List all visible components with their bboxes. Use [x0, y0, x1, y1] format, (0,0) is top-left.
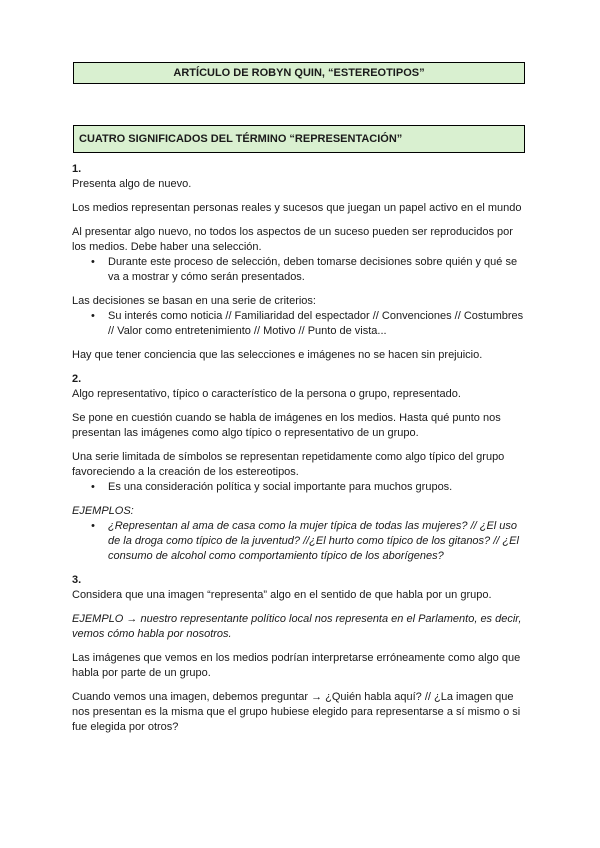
paragraph: Considera que una imagen “representa” algo en el sentido de que habla por un grupo.	[72, 589, 492, 601]
article-title: ARTÍCULO DE ROBYN QUIN, “ESTEREOTIPOS”	[73, 62, 525, 84]
paragraph: Los medios representan personas reales y sucesos que juegan un papel activo en el mundo	[72, 202, 522, 214]
example-paragraph: EJEMPLO → nuestro representante político local nos representa en el Parlamento, es decir, vemos cómo habla por nosotros.	[72, 613, 522, 640]
paragraph: Una serie limitada de símbolos se representan repetidamente como algo típico del grupo favoreciendo a la creación de los estereotipos.	[72, 451, 505, 478]
paragraph: Las decisiones se basan en una serie de criterios:	[72, 295, 316, 307]
section-title: CUATRO SIGNIFICADOS DEL TÉRMINO “REPRESENTACIÓN”	[73, 125, 525, 153]
bullet-list	[72, 309, 528, 339]
document-body	[72, 162, 528, 735]
section-2-number: 2.	[72, 373, 82, 385]
list-item: • Es una consideración política y social importante para muchos grupos.	[72, 480, 528, 495]
section-3-number: 3.	[72, 574, 82, 586]
paragraph: Hay que tener conciencia que las selecciones e imágenes no se hacen sin prejuicio.	[72, 349, 483, 361]
paragraph: Se pone en cuestión cuando se habla de imágenes en los medios. Hasta qué punto nos presentan las imágenes como algo típico o representativo de un grupo.	[72, 412, 501, 439]
paragraph: Las imágenes que vemos en los medios podrían interpretarse erróneamente como algo que habla por parte de un grupo.	[72, 652, 521, 679]
paragraph: Algo representativo, típico o característico de la persona o grupo, representado.	[72, 388, 461, 400]
list-item: • ¿Representan al ama de casa como la mujer típica de todas las mujeres? // ¿El uso de la droga como típico de la juventud? //¿El hurto como típico de los gitanos? // ¿El consumo de alcohol como comportamiento típico de los aborígenes?	[72, 519, 528, 564]
bullet-list	[72, 480, 528, 495]
list-item: • Durante este proceso de selección, deben tomarse decisiones sobre quién y qué se va a mostrar y cómo serán presentados.	[72, 255, 528, 285]
list-item: • Su interés como noticia // Familiaridad del espectador // Convenciones // Costumbres // Valor como entretenimiento // Motivo // Punto de vista...	[72, 309, 528, 339]
examples-list	[72, 519, 528, 564]
bullet-list	[72, 255, 528, 285]
paragraph: Presenta algo de nuevo.	[72, 178, 192, 190]
paragraph: Cuando vemos una imagen, debemos preguntar → ¿Quién habla aquí? // ¿La imagen que nos presentan es la misma que el grupo hubiese elegido para representarse a sí mismo o si fue elegida por otros?	[72, 691, 521, 733]
section-1-number: 1.	[72, 163, 82, 175]
examples-label: EJEMPLOS:	[72, 505, 134, 517]
paragraph: Al presentar algo nuevo, no todos los aspectos de un suceso pueden ser reproducidos por los medios. Debe haber una selección.	[72, 226, 513, 253]
